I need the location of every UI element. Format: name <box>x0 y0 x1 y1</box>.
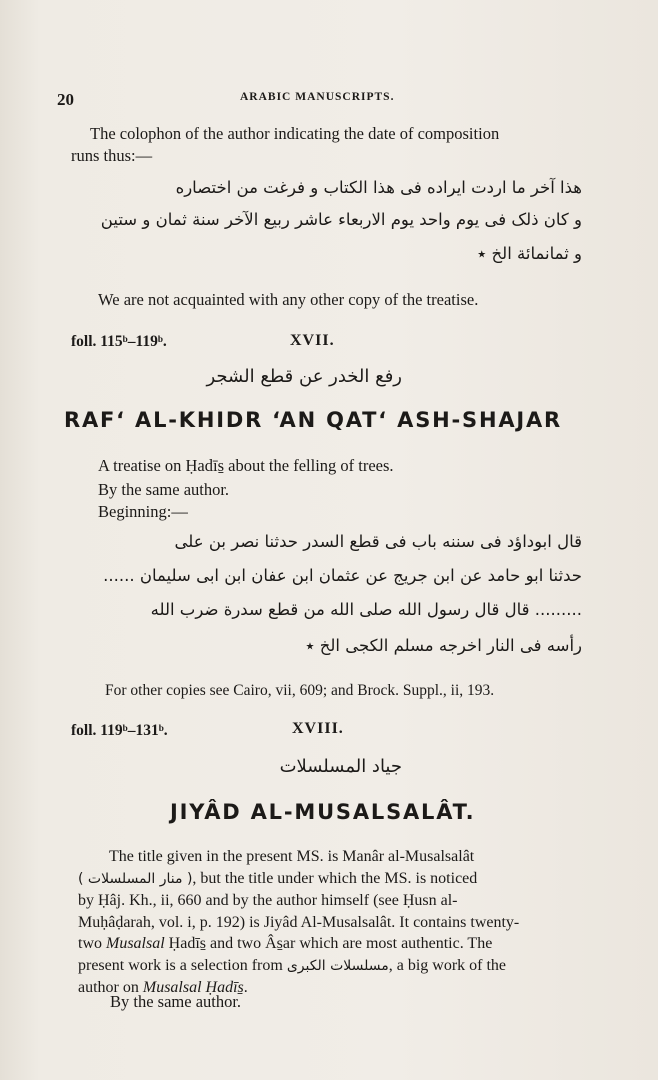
entry17-author: By the same author. <box>98 480 230 499</box>
colophon-intro-line1: The colophon of the author indicating the date of composition <box>90 124 500 143</box>
entry18-para-line1: The title given in the present MS. is Manâr al-Musalsalât <box>109 848 475 865</box>
entry17-beginning: Beginning:— <box>98 502 188 521</box>
para5-a: two <box>78 935 106 952</box>
musalsal-hadis-italic: Musalsal Ḥadīs̱ <box>142 979 244 996</box>
entry18-description <box>78 846 598 999</box>
entry17-arabic-line1: قال ابوداؤد فی سننه باب فی قطع السدر حدثنا نصر بن علی <box>174 532 582 551</box>
colophon-arabic-line1: هذا آخر ما اردت ایراده فی هذا الکتاب و فرغت من اختصاره <box>175 178 582 197</box>
musalsal-italic: Musalsal <box>106 935 165 952</box>
entry17-title: RAF‘ AL-KHIDR ‘AN QAT‘ ASH-SHAJAR <box>64 408 563 432</box>
entry17-arabic-line4: رأسه فی النار اخرجه مسلم الکجی الخ ٭ <box>305 636 582 655</box>
para6-a: present work is a selection from <box>78 956 287 974</box>
entry17-arabic-line3: ......... قال قال رسول الله صلی الله من قطع سدرة ضرب الله <box>150 600 582 619</box>
entry18-para-line2-text: , but the title under which the MS. is noticed <box>192 869 478 887</box>
entry17-other-copies: For other copies see Cairo, vii, 609; and Brock. Suppl., ii, 193. <box>105 682 495 699</box>
colophon-intro-line2: runs thus:— <box>71 146 153 165</box>
colophon-arabic-line3: و ثمانمائة الخ ٭ <box>477 244 582 263</box>
entry18-para-line2 <box>78 868 598 891</box>
para5-b: Ḥadīs̱ and two Âs̱ar which are most authentic. The <box>164 935 493 952</box>
entry17-arabic-title: رفع الخدر عن قطع الشجر <box>206 366 402 387</box>
entry17-folio: foll. 115ᵇ–119ᵇ. <box>71 333 167 350</box>
colophon-arabic-line2: و کان ذلک فی یوم واحد یوم الاربعاء عاشر ربیع الآخر سنة ثمان و ستین <box>100 210 582 229</box>
entry17-description: A treatise on Ḥadīs̱ about the felling of trees. <box>98 456 394 475</box>
entry18-arabic-title: جیاد المسلسلات <box>279 756 402 777</box>
entry18-number: XVIII. <box>292 720 344 737</box>
para6-b: , a big work of the <box>388 956 507 974</box>
para7-b: . <box>243 979 248 996</box>
entry18-para-line6 <box>78 955 598 978</box>
running-head: ARABIC MANUSCRIPTS. <box>240 91 395 103</box>
entry18-author: By the same author. <box>110 992 242 1011</box>
page-number: 20 <box>57 90 74 109</box>
entry17-number: XVII. <box>290 332 335 349</box>
entry18-para-line5 <box>78 933 598 955</box>
entry18-folio: foll. 119ᵇ–131ᵇ. <box>71 722 168 739</box>
entry18-title: JIYÂD AL-MUSALSALÂT. <box>170 800 476 824</box>
entry17-arabic-line2: حدثنا ابو حامد عن ابن جریج عن عثمان ابن عفان ابن ابی سلیمان ...... <box>103 566 582 585</box>
colophon-note: We are not acquainted with any other copy of the treatise. <box>98 290 479 309</box>
manar-arabic-title: ( منار المسلسلات ) <box>78 870 193 887</box>
entry18-para-line4: Muḥâḍarah, vol. i, p. 192) is Jiyâd Al-Musalsalât. It contains twenty- <box>78 913 520 931</box>
entry18-para-line3: by Ḥâj. Kh., ii, 660 and by the author himself (see Ḥusn al- <box>78 892 458 909</box>
musalsalat-kubra-arabic: مسلسلات الکبری <box>286 957 389 974</box>
para7-a: author on <box>78 979 143 996</box>
